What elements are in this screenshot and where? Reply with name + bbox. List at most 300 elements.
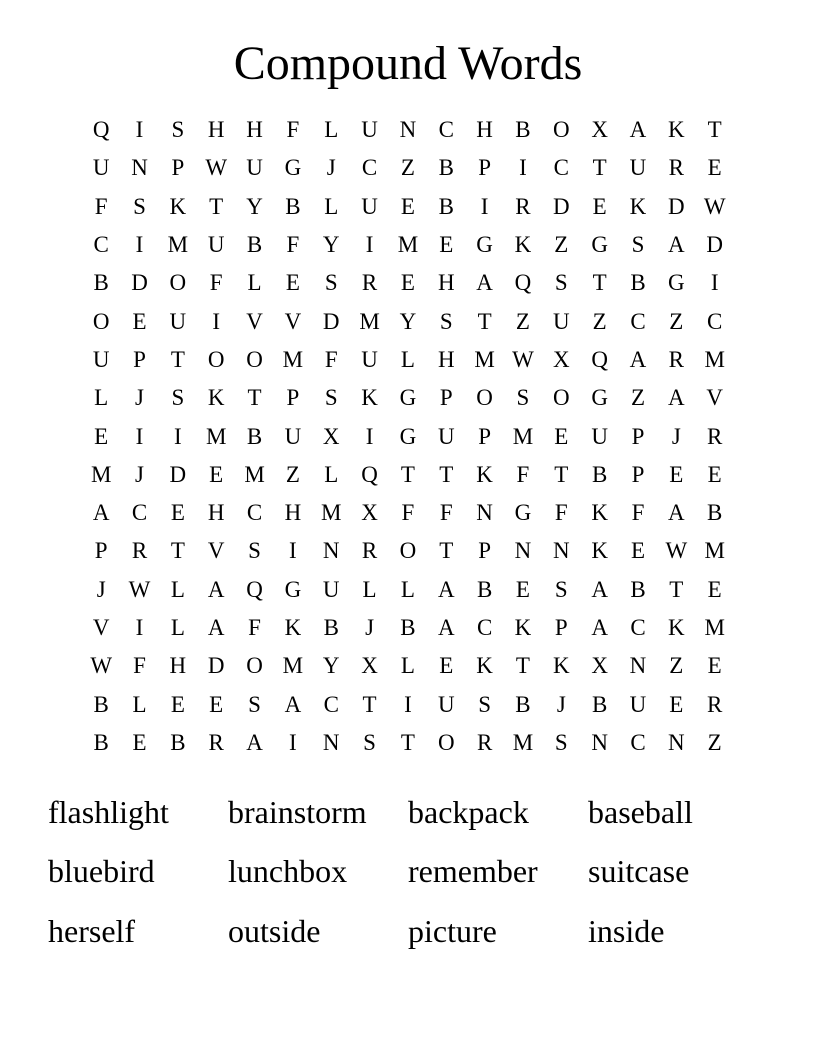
grid-letter: W xyxy=(512,346,534,372)
grid-letter: E xyxy=(209,461,224,487)
grid-letter: P xyxy=(478,423,491,449)
grid-letter: L xyxy=(362,576,377,602)
grid-letter: M xyxy=(704,346,725,372)
grid-letter: G xyxy=(668,270,685,296)
grid-letter: S xyxy=(324,385,338,411)
grid-letter: N xyxy=(131,155,148,181)
word-bank-word: brainstorm xyxy=(228,793,367,830)
grid-letter: R xyxy=(707,423,723,449)
grid-letter: S xyxy=(554,729,568,755)
grid-letter: L xyxy=(400,576,415,602)
grid-row xyxy=(82,226,734,264)
grid-letter: F xyxy=(133,653,146,679)
grid-letter: M xyxy=(244,461,265,487)
grid-letter: Z xyxy=(592,308,607,334)
grid-letter: E xyxy=(439,653,454,679)
grid-letter: K xyxy=(591,500,608,526)
grid-letter: U xyxy=(169,308,187,334)
grid-letter: O xyxy=(476,385,493,411)
grid-letter: N xyxy=(668,729,685,755)
grid-letter: L xyxy=(400,653,415,679)
grid-letter: U xyxy=(284,423,302,449)
grid-row xyxy=(82,302,734,340)
word-bank-word: inside xyxy=(588,912,665,949)
grid-letter: Z xyxy=(707,729,722,755)
grid-letter: O xyxy=(169,270,187,296)
grid-letter: E xyxy=(707,461,722,487)
grid-letter: W xyxy=(205,155,228,181)
grid-letter: M xyxy=(282,653,304,679)
grid-letter: L xyxy=(170,576,185,602)
grid-letter: P xyxy=(171,155,185,181)
grid-letter: F xyxy=(401,500,415,526)
grid-letter: F xyxy=(286,117,300,143)
grid-letter: R xyxy=(361,538,378,564)
grid-letter: O xyxy=(246,346,263,372)
grid-letter: E xyxy=(132,308,147,334)
grid-letter: T xyxy=(477,308,492,334)
grid-letter: C xyxy=(93,232,109,258)
grid-letter: T xyxy=(170,538,185,564)
word-bank-word: flashlight xyxy=(48,793,169,830)
grid-letter: S xyxy=(363,729,376,755)
grid-letter: X xyxy=(552,346,570,372)
grid-letter: E xyxy=(707,155,722,181)
grid-letter: K xyxy=(668,117,685,143)
grid-letter: E xyxy=(554,423,569,449)
grid-letter: S xyxy=(554,576,568,602)
grid-letter: E xyxy=(400,193,415,219)
grid-letter: L xyxy=(94,385,109,411)
grid-letter: M xyxy=(205,423,227,449)
grid-letter: P xyxy=(478,155,491,181)
grid-letter: I xyxy=(212,308,221,334)
grid-row xyxy=(82,188,734,226)
grid-letter: W xyxy=(90,653,113,679)
grid-row xyxy=(82,149,734,187)
grid-letter: U xyxy=(437,691,455,717)
grid-letter: K xyxy=(476,461,493,487)
grid-row xyxy=(82,532,734,570)
grid-letter: B xyxy=(515,117,531,143)
grid-letter: Y xyxy=(322,232,340,258)
grid-letter: T xyxy=(592,270,607,296)
grid-letter: O xyxy=(552,385,570,411)
grid-letter: B xyxy=(93,691,109,717)
grid-letter: K xyxy=(591,538,608,564)
grid-letter: E xyxy=(630,538,646,564)
grid-letter: F xyxy=(248,615,261,640)
grid-letter: O xyxy=(399,538,417,564)
grid-letter: B xyxy=(515,691,531,717)
grid-letter: G xyxy=(476,232,493,258)
grid-letter: P xyxy=(631,423,645,449)
grid-letter: O xyxy=(246,653,263,679)
grid-letter: U xyxy=(207,232,225,258)
grid-letter: P xyxy=(286,385,300,411)
grid-letter: U xyxy=(629,155,647,181)
grid-letter: S xyxy=(171,385,185,411)
grid-letter: Q xyxy=(92,117,110,143)
grid-letter: T xyxy=(209,193,224,219)
grid-letter: T xyxy=(362,691,377,717)
grid-letter: A xyxy=(591,615,608,640)
grid-letter: G xyxy=(284,576,302,602)
grid-letter: U xyxy=(591,423,608,449)
grid-letter: Z xyxy=(285,461,300,487)
grid-letter: K xyxy=(476,653,493,679)
grid-letter: M xyxy=(282,346,304,372)
grid-letter: A xyxy=(629,117,647,143)
page-title: Compound Words xyxy=(233,37,583,90)
grid-letter: D xyxy=(207,653,225,679)
grid-letter: M xyxy=(704,538,725,564)
grid-letter: H xyxy=(207,117,225,143)
grid-letter: T xyxy=(400,461,415,487)
grid-letter: S xyxy=(554,270,568,296)
grid-letter: E xyxy=(669,461,684,487)
grid-letter: A xyxy=(437,576,455,602)
grid-letter: K xyxy=(668,615,685,640)
grid-letter: A xyxy=(668,385,685,411)
grid-letter: E xyxy=(707,653,722,679)
grid-letter: T xyxy=(554,461,569,487)
grid-letter: K xyxy=(207,385,225,411)
grid-letter: E xyxy=(515,576,530,602)
grid-letter: T xyxy=(439,538,454,564)
word-bank-row xyxy=(48,782,768,842)
grid-letter: P xyxy=(478,538,491,564)
grid-letter: E xyxy=(285,270,300,296)
word-bank-word: herself xyxy=(48,912,136,949)
grid-letter: Y xyxy=(246,193,263,219)
grid-letter: F xyxy=(554,500,568,526)
grid-letter: U xyxy=(552,308,570,334)
grid-row xyxy=(82,685,734,723)
grid-letter: L xyxy=(400,346,415,372)
grid-letter: E xyxy=(707,576,722,602)
grid-letter: U xyxy=(361,193,378,219)
grid-letter: G xyxy=(284,155,302,181)
grid-letter: N xyxy=(552,538,570,564)
grid-letter: B xyxy=(438,155,454,181)
grid-letter: B xyxy=(400,615,416,640)
grid-letter: O xyxy=(207,346,225,372)
letter-grid xyxy=(82,111,734,762)
word-bank-word: outside xyxy=(228,912,321,949)
grid-letter: I xyxy=(289,538,297,564)
grid-letter: A xyxy=(591,576,608,602)
grid-letter: K xyxy=(284,615,302,640)
grid-letter: I xyxy=(519,155,527,181)
grid-letter: E xyxy=(669,691,684,717)
grid-letter: E xyxy=(170,691,185,717)
grid-letter: T xyxy=(400,729,415,755)
grid-letter: Y xyxy=(322,653,340,679)
grid-letter: E xyxy=(94,423,109,449)
grid-letter: A xyxy=(284,691,302,717)
grid-letter: T xyxy=(170,346,185,372)
grid-letter: U xyxy=(437,423,455,449)
grid-letter: G xyxy=(399,423,417,449)
grid-letter: C xyxy=(707,308,723,334)
grid-letter: A xyxy=(246,729,263,755)
grid-letter: B xyxy=(323,615,339,640)
grid-letter: J xyxy=(365,615,375,640)
grid-letter: W xyxy=(703,193,726,219)
grid-letter: P xyxy=(133,346,146,372)
grid-letter: D xyxy=(169,461,187,487)
grid-letter: N xyxy=(629,653,647,679)
grid-letter: A xyxy=(92,500,110,526)
grid-letter: I xyxy=(365,423,374,449)
grid-row xyxy=(82,264,734,302)
grid-letter: I xyxy=(174,423,182,449)
grid-letter: B xyxy=(591,691,608,717)
grid-letter: H xyxy=(169,653,187,679)
grid-letter: M xyxy=(512,423,534,449)
grid-letter: H xyxy=(437,346,455,372)
grid-letter: J xyxy=(671,423,681,449)
word-bank-word: remember xyxy=(408,853,538,890)
grid-letter: B xyxy=(93,270,109,296)
grid-letter: J xyxy=(326,155,336,181)
grid-row xyxy=(82,111,734,149)
grid-letter: T xyxy=(707,117,722,143)
grid-letter: H xyxy=(246,117,263,143)
grid-letter: A xyxy=(437,615,455,640)
grid-letter: H xyxy=(437,270,455,296)
grid-letter: F xyxy=(324,346,338,372)
grid-letter: B xyxy=(591,461,608,487)
grid-letter: T xyxy=(669,576,684,602)
grid-letter: C xyxy=(361,155,378,181)
grid-letter: K xyxy=(361,385,378,411)
grid-letter: A xyxy=(629,346,647,372)
grid-letter: V xyxy=(246,308,263,334)
grid-letter: V xyxy=(706,385,723,411)
grid-letter: D xyxy=(668,193,685,219)
grid-letter: V xyxy=(284,308,302,334)
grid-letter: X xyxy=(591,117,608,143)
grid-letter: T xyxy=(439,461,454,487)
grid-letter: I xyxy=(135,423,144,449)
grid-letter: W xyxy=(665,538,688,564)
grid-letter: M xyxy=(704,615,725,640)
grid-row xyxy=(82,456,734,494)
grid-letter: S xyxy=(248,691,261,717)
word-bank-row xyxy=(48,842,768,902)
grid-letter: L xyxy=(324,193,339,219)
word-bank-word: baseball xyxy=(588,793,693,830)
grid-letter: M xyxy=(90,461,112,487)
grid-letter: B xyxy=(630,270,646,296)
grid-letter: N xyxy=(476,500,493,526)
grid-letter: L xyxy=(132,691,147,717)
grid-letter: L xyxy=(170,615,185,640)
grid-letter: N xyxy=(514,538,532,564)
grid-letter: L xyxy=(247,270,262,296)
grid-letter: B xyxy=(707,500,723,526)
grid-letter: H xyxy=(284,500,302,526)
grid-letter: I xyxy=(710,270,719,296)
grid-letter: S xyxy=(516,385,530,411)
word-bank xyxy=(48,782,768,961)
grid-row xyxy=(82,494,734,532)
grid-letter: B xyxy=(285,193,301,219)
grid-letter: N xyxy=(591,729,608,755)
grid-row xyxy=(82,379,734,417)
grid-letter: U xyxy=(629,691,647,717)
grid-letter: A xyxy=(668,500,685,526)
grid-letter: C xyxy=(246,500,263,526)
grid-letter: D xyxy=(552,193,570,219)
grid-letter: G xyxy=(591,385,608,411)
word-bank-word: suitcase xyxy=(588,853,690,890)
grid-letter: P xyxy=(631,461,645,487)
grid-letter: M xyxy=(321,500,342,526)
grid-letter: X xyxy=(591,653,608,679)
grid-letter: M xyxy=(359,308,380,334)
grid-letter: C xyxy=(630,615,646,640)
grid-letter: K xyxy=(514,232,532,258)
grid-letter: P xyxy=(554,615,568,640)
grid-letter: U xyxy=(246,155,263,181)
grid-letter: C xyxy=(630,729,646,755)
grid-letter: I xyxy=(480,193,489,219)
grid-letter: R xyxy=(131,538,148,564)
grid-letter: U xyxy=(361,346,378,372)
grid-letter: R xyxy=(515,193,531,219)
word-bank-word: backpack xyxy=(408,793,529,830)
grid-letter: I xyxy=(135,615,144,640)
grid-letter: A xyxy=(207,576,225,602)
grid-letter: E xyxy=(170,500,185,526)
grid-letter: T xyxy=(592,155,607,181)
grid-letter: R xyxy=(668,155,684,181)
grid-letter: R xyxy=(707,691,723,717)
grid-letter: F xyxy=(209,270,223,296)
grid-letter: B xyxy=(246,423,263,449)
grid-letter: J xyxy=(556,691,566,717)
grid-letter: N xyxy=(399,117,417,143)
grid-letter: A xyxy=(668,232,685,258)
grid-letter: O xyxy=(437,729,455,755)
grid-letter: P xyxy=(94,538,108,564)
grid-row xyxy=(82,724,734,762)
grid-letter: F xyxy=(94,193,108,219)
grid-letter: M xyxy=(474,346,495,372)
grid-letter: J xyxy=(135,461,144,487)
grid-letter: S xyxy=(171,117,185,143)
grid-letter: Z xyxy=(669,308,684,334)
grid-letter: G xyxy=(591,232,608,258)
grid-letter: Z xyxy=(554,232,569,258)
grid-letter: S xyxy=(631,232,645,258)
grid-letter: S xyxy=(248,538,261,564)
grid-letter: R xyxy=(361,270,378,296)
grid-letter: M xyxy=(397,232,419,258)
grid-letter: E xyxy=(439,232,454,258)
grid-letter: D xyxy=(706,232,723,258)
grid-letter: E xyxy=(132,729,147,755)
grid-letter: U xyxy=(322,576,340,602)
grid-letter: O xyxy=(92,308,110,334)
grid-letter: C xyxy=(131,500,148,526)
grid-letter: Z xyxy=(515,308,530,334)
grid-letter: Q xyxy=(361,461,378,487)
grid-letter: K xyxy=(552,653,570,679)
grid-letter: S xyxy=(439,308,453,334)
grid-letter: H xyxy=(476,117,493,143)
grid-letter: B xyxy=(246,232,263,258)
grid-letter: M xyxy=(167,232,189,258)
grid-letter: A xyxy=(207,615,225,640)
grid-letter: N xyxy=(322,538,340,564)
grid-letter: L xyxy=(324,461,339,487)
grid-letter: E xyxy=(592,193,607,219)
grid-letter: Z xyxy=(400,155,415,181)
grid-letter: Q xyxy=(246,576,263,602)
grid-letter: R xyxy=(476,729,493,755)
grid-letter: E xyxy=(209,691,224,717)
grid-letter: Q xyxy=(514,270,532,296)
grid-letter: Y xyxy=(399,308,417,334)
grid-letter: X xyxy=(361,653,378,679)
grid-letter: K xyxy=(514,615,532,640)
grid-letter: R xyxy=(668,346,684,372)
grid-row xyxy=(82,571,734,609)
grid-letter: C xyxy=(438,117,454,143)
grid-letter: T xyxy=(515,653,530,679)
grid-row xyxy=(82,341,734,379)
grid-letter: K xyxy=(169,193,187,219)
grid-letter: C xyxy=(323,691,339,717)
grid-letter: P xyxy=(439,385,453,411)
grid-letter: D xyxy=(322,308,340,334)
word-bank-word: bluebird xyxy=(48,853,155,890)
grid-letter: T xyxy=(247,385,262,411)
grid-letter: O xyxy=(552,117,570,143)
grid-letter: S xyxy=(324,270,338,296)
grid-letter: J xyxy=(135,385,144,411)
grid-letter: E xyxy=(400,270,415,296)
grid-letter: F xyxy=(286,232,300,258)
grid-letter: U xyxy=(92,346,110,372)
grid-letter: A xyxy=(476,270,493,296)
grid-letter: Z xyxy=(669,653,684,679)
word-bank-word: lunchbox xyxy=(228,853,348,890)
grid-letter: B xyxy=(438,193,454,219)
grid-letter: F xyxy=(439,500,453,526)
grid-letter: G xyxy=(514,500,532,526)
grid-letter: X xyxy=(322,423,340,449)
grid-letter: B xyxy=(630,576,646,602)
grid-letter: K xyxy=(629,193,647,219)
grid-letter: Q xyxy=(591,346,608,372)
grid-letter: L xyxy=(324,117,339,143)
grid-row xyxy=(82,417,734,455)
grid-letter: I xyxy=(404,691,412,717)
grid-row xyxy=(82,609,734,647)
grid-letter: U xyxy=(92,155,110,181)
grid-letter: W xyxy=(128,576,151,602)
grid-letter: H xyxy=(207,500,225,526)
grid-letter: V xyxy=(92,615,110,640)
grid-letter: D xyxy=(131,270,148,296)
grid-letter: R xyxy=(208,729,224,755)
grid-letter: B xyxy=(93,729,109,755)
